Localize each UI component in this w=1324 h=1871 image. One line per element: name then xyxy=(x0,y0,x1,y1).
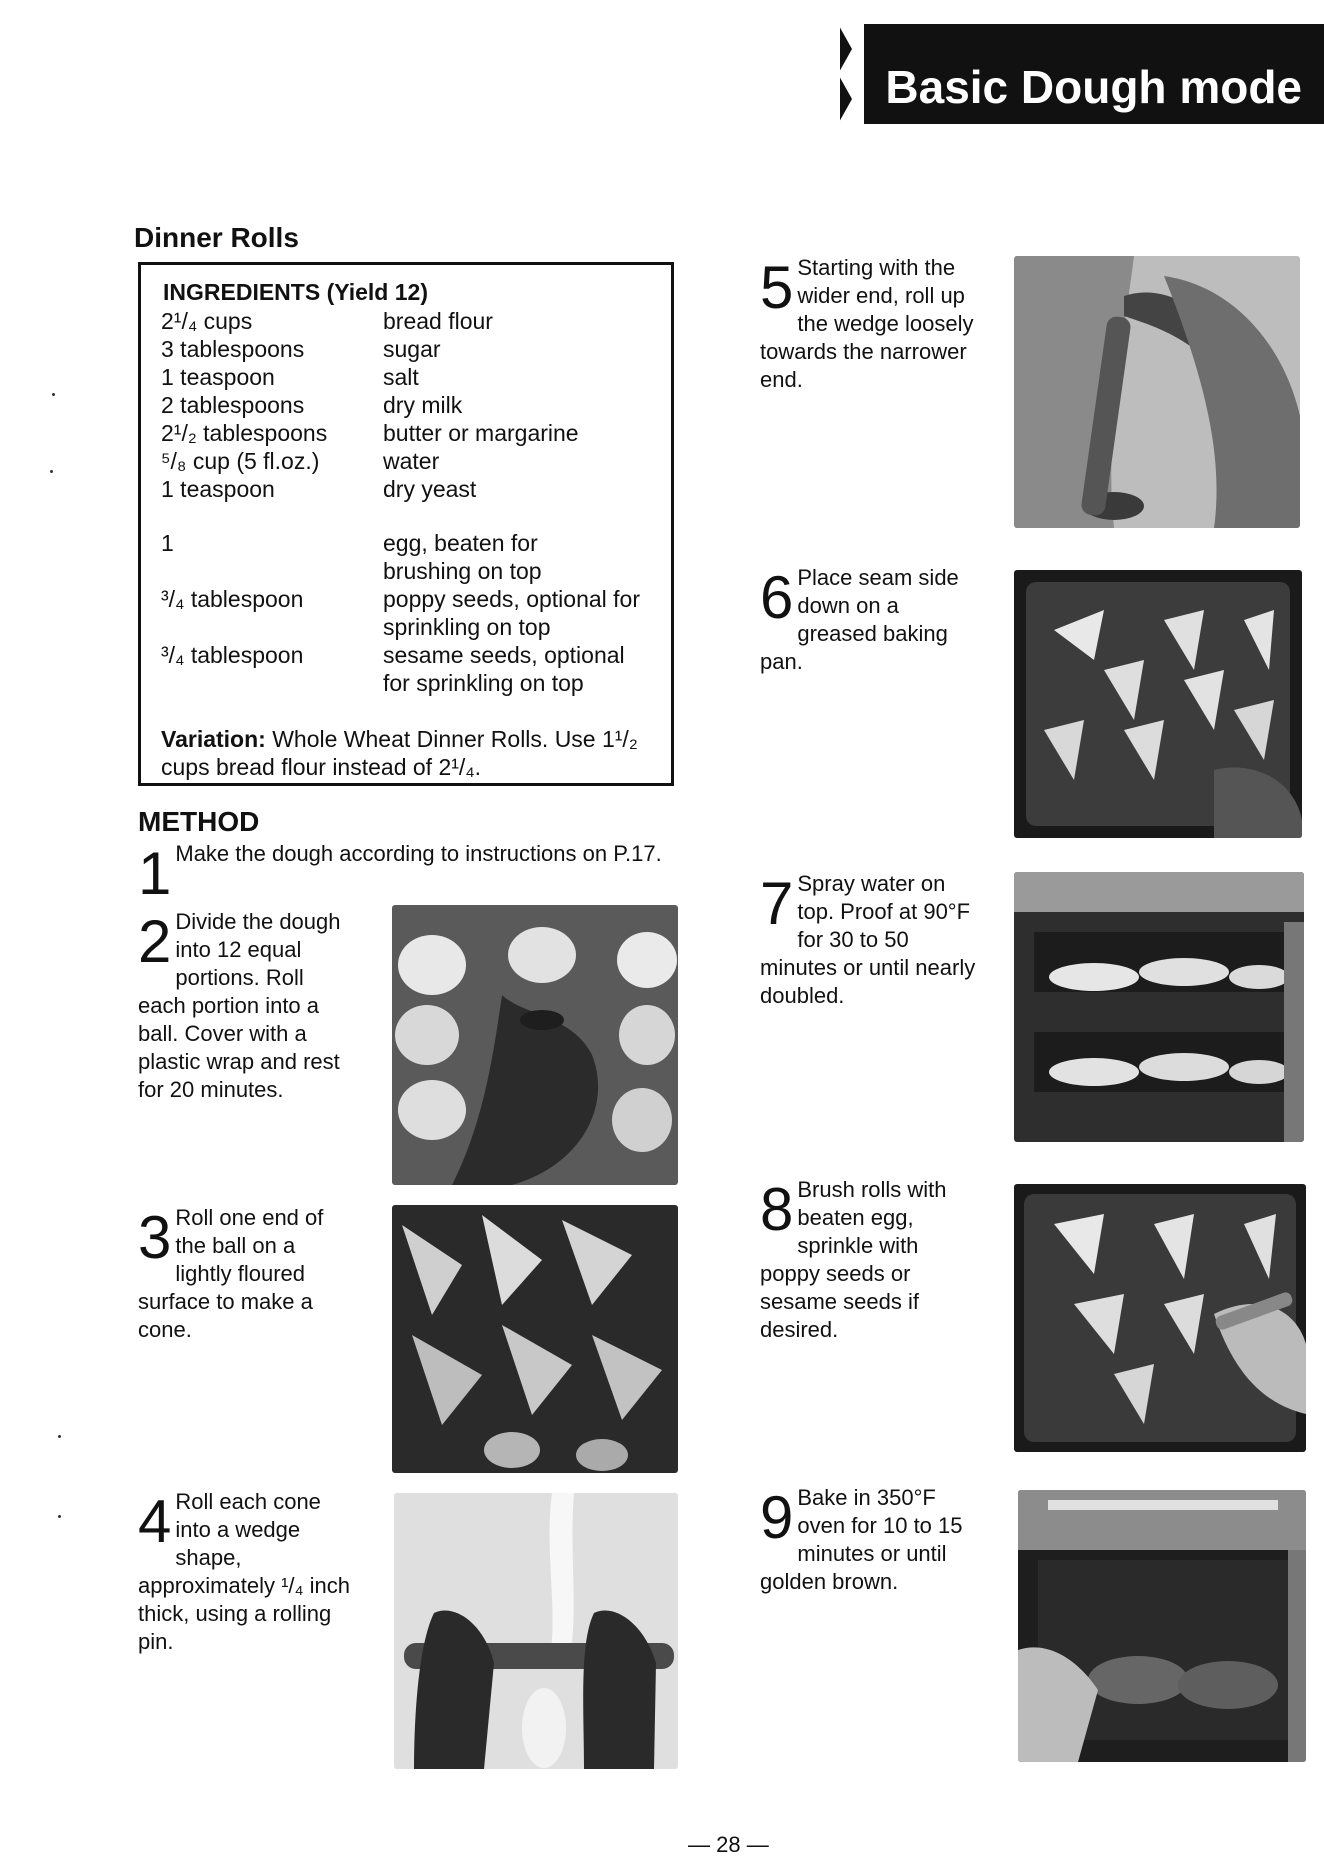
method-step-4 xyxy=(138,1488,353,1656)
step-9-photo-baking-oven xyxy=(1018,1490,1306,1762)
ingredients-heading: INGREDIENTS (Yield 12) xyxy=(163,279,428,305)
scan-speck xyxy=(58,1435,61,1438)
ingredient-qty: ³/₄ tablespoon xyxy=(161,642,304,668)
step-text: Place seam side down on a greased baking pan. xyxy=(760,565,959,674)
ingredient-item: salt xyxy=(383,364,419,390)
header-banner xyxy=(840,24,1324,124)
step-text: Bake in 350°F oven for 10 to 15 minutes or until golden brown. xyxy=(760,1485,963,1594)
ingredient-item: butter or margarine xyxy=(383,420,579,446)
step-number: 2 xyxy=(138,908,172,975)
method-step-7 xyxy=(760,870,980,1010)
page-title: Basic Dough mode xyxy=(885,61,1302,113)
step-number: 5 xyxy=(760,254,794,321)
scan-speck xyxy=(50,470,53,473)
step-number: 3 xyxy=(138,1204,172,1271)
method-step-8 xyxy=(760,1176,980,1344)
ingredient-qty: ⁵/₈ cup (5 fl.oz.) xyxy=(161,448,320,474)
ingredient-item: poppy seeds, optional for sprinkling on top xyxy=(383,586,641,640)
scan-speck xyxy=(58,1515,61,1518)
method-heading: METHOD xyxy=(138,806,260,837)
recipe-title: Dinner Rolls xyxy=(134,222,299,253)
method-step-3 xyxy=(138,1204,353,1344)
step-3-photo-dough-cones xyxy=(392,1205,678,1473)
ingredients-box xyxy=(138,262,674,786)
variation-label: Variation: xyxy=(161,726,266,752)
step-number: 6 xyxy=(760,564,794,631)
page-number: — 28 — xyxy=(688,1832,769,1857)
ingredient-qty: 2 tablespoons xyxy=(161,392,305,418)
ingredient-item: water xyxy=(383,448,440,474)
step-number: 8 xyxy=(760,1176,794,1243)
step-text: Roll each cone into a wedge shape, approximately ¹/₄ inch thick, using a rolling pin. xyxy=(138,1489,350,1654)
step-text: Make the dough according to instructions on P.17. xyxy=(175,841,662,866)
ingredient-item: sugar xyxy=(383,336,441,362)
step-text: Divide the dough into 12 equal portions. Roll each portion into a ball. Cover with a plastic wrap and rest for 20 minutes. xyxy=(138,909,341,1102)
step-number: 7 xyxy=(760,870,794,937)
method-step-1 xyxy=(138,840,668,907)
ingredient-item: sesame seeds, optional for sprinkling on top xyxy=(383,642,625,696)
ingredient-qty: 1 xyxy=(161,530,174,556)
step-number: 9 xyxy=(760,1484,794,1551)
step-text: Starting with the wider end, roll up the wedge loosely towards the narrower end. xyxy=(760,255,974,392)
variation-text: Whole Wheat Dinner Rolls. Use 1¹/₂ cups bread flour instead of 2¹/₄. xyxy=(161,726,638,780)
method-step-6 xyxy=(760,564,980,676)
ingredient-item: dry milk xyxy=(383,392,463,418)
step-text: Roll one end of the ball on a lightly floured surface to make a cone. xyxy=(138,1205,324,1342)
step-2-photo-dough-balls xyxy=(392,905,678,1185)
ingredient-qty: 2¹/₄ cups xyxy=(161,308,253,334)
ingredient-qty: 1 teaspoon xyxy=(161,364,275,390)
ingredient-item: dry yeast xyxy=(383,476,477,502)
step-text: Spray water on top. Proof at 90°F for 30 to 50 minutes or until nearly doubled. xyxy=(760,871,976,1008)
ingredient-qty: 3 tablespoons xyxy=(161,336,305,362)
step-number: 4 xyxy=(138,1488,172,1555)
step-7-photo-proofing-oven xyxy=(1014,872,1304,1142)
variation-note xyxy=(161,725,661,781)
ingredient-item: egg, beaten for brushing on top xyxy=(383,530,542,584)
step-6-photo-baking-pan xyxy=(1014,570,1302,838)
ingredient-item: bread flour xyxy=(383,308,493,334)
method-step-2 xyxy=(138,908,353,1104)
step-number: 1 xyxy=(138,840,172,907)
step-5-photo-rolling-wedge xyxy=(1014,256,1300,528)
method-step-5 xyxy=(760,254,980,394)
step-text: Brush rolls with beaten egg, sprinkle with poppy seeds or sesame seeds if desired. xyxy=(760,1177,947,1342)
banner-chevron-icon xyxy=(838,24,864,124)
step-4-photo-rolling-pin xyxy=(394,1493,678,1769)
scan-speck xyxy=(52,393,55,396)
ingredient-qty: 1 teaspoon xyxy=(161,476,275,502)
ingredient-qty: ³/₄ tablespoon xyxy=(161,586,304,612)
ingredient-qty: 2¹/₂ tablespoons xyxy=(161,420,328,446)
step-8-photo-brushing-rolls xyxy=(1014,1184,1306,1452)
method-step-9 xyxy=(760,1484,980,1596)
